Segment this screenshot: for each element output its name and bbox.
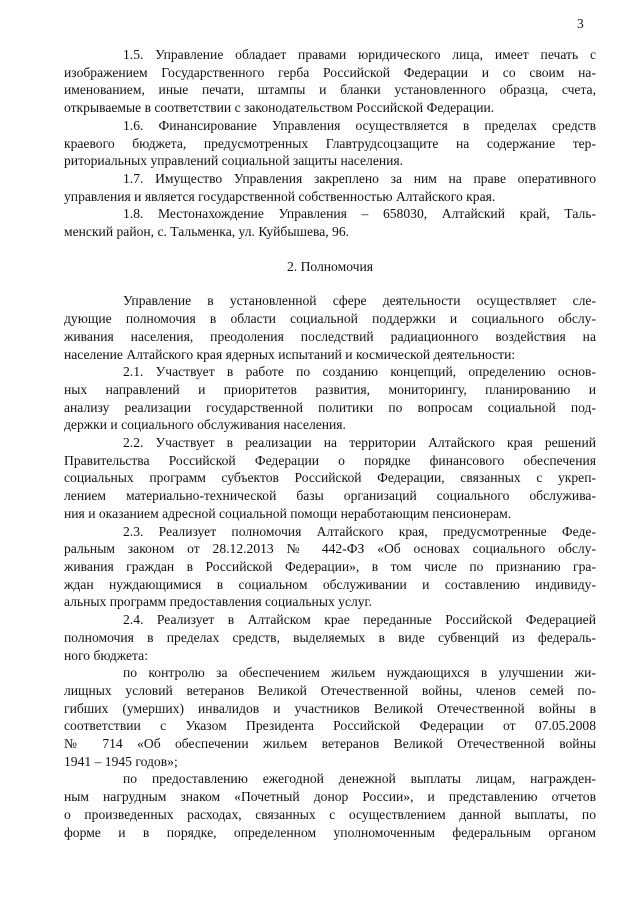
text-line: 1.7. Имущество Управления закреплено за ним на праве оперативного bbox=[123, 170, 596, 186]
text-line: лением материально-технической базы организаций социального обслужива- bbox=[64, 488, 596, 504]
text-line: лищных условий ветеранов Великой Отечественной войны, членов семей по- bbox=[64, 682, 596, 698]
text-line: население Алтайского края ядерных испытаний и космической деятельности: bbox=[64, 346, 516, 362]
page-number: 3 bbox=[577, 16, 584, 31]
text-line: Правительства Российской Федерации о порядке финансового обеспечения bbox=[64, 452, 596, 468]
text-line: ральным законом от 28.12.2013 № 442-ФЗ «Об основах социального обслу- bbox=[64, 541, 596, 557]
text-line: ния и оказанием адресной социальной помощи неработающим пенсионерам. bbox=[64, 505, 512, 521]
text-line: риториальных управлений социальной защиты населения. bbox=[64, 153, 404, 169]
para-1-8 bbox=[64, 205, 596, 240]
text-line: полномочия в пределах средств, выделяемых в виде субвенций из федераль- bbox=[64, 629, 596, 645]
text-line: о произведенных расходах, связанных с осуществлением данной выплаты, по bbox=[64, 806, 596, 822]
text-line: форме и в порядке, определенном уполномоченным федеральным органом bbox=[64, 824, 596, 840]
section-2-heading: 2. Полномочия bbox=[286, 258, 374, 274]
document-body bbox=[64, 46, 596, 841]
text-line: открываемые в соответствии с законодательством Российской Федерации. bbox=[64, 100, 495, 116]
text-line: № 714 «Об обеспечении жильем ветеранов Великой Отечественной войны bbox=[64, 736, 596, 752]
text-line: 2.2. Участвует в реализации на территории Алтайского края решений bbox=[123, 435, 596, 451]
text-line: социальных программ субъектов Российской Федерации, связанных с укреп- bbox=[64, 470, 596, 486]
para-2-4-a bbox=[64, 664, 596, 770]
para-2-2 bbox=[64, 434, 596, 523]
text-line: изображением Государственного герба Российской Федерации и со своим на- bbox=[64, 64, 596, 80]
text-line: гибших (умерших) инвалидов и участников Великой Отечественной войны в bbox=[64, 700, 596, 716]
text-line: дующие полномочия в области социальной поддержки и социального обслу- bbox=[64, 311, 596, 327]
para-2-3 bbox=[64, 523, 596, 612]
para-2-1 bbox=[64, 363, 596, 434]
para-2-4 bbox=[64, 611, 596, 664]
para-1-5 bbox=[64, 46, 596, 117]
para-1-6 bbox=[64, 117, 596, 170]
text-line: 2.3. Реализует полномочия Алтайского края, предусмотренные Феде- bbox=[123, 523, 596, 539]
text-line: управления и является государственной собственностью Алтайского края. bbox=[64, 188, 496, 204]
text-line: соответствии с Указом Президента Российской Федерации от 07.05.2008 bbox=[64, 718, 596, 734]
text-line: ных направлений и приоритетов развития, мониторингу, планированию и bbox=[64, 381, 596, 397]
text-line: Управление в установленной сфере деятельности осуществляет сле- bbox=[123, 293, 596, 309]
para-1-7 bbox=[64, 170, 596, 205]
text-line: 1.6. Финансирование Управления осуществляется в пределах средств bbox=[123, 117, 596, 133]
text-line: 1941 – 1945 годов»; bbox=[64, 753, 178, 769]
para-2-4-b bbox=[64, 770, 596, 841]
text-line: по предоставлению ежегодной денежной выплаты лицам, награжден- bbox=[123, 771, 596, 787]
text-line: альных программ предоставления социальных услуг. bbox=[64, 594, 372, 610]
text-line: живания населения, преодоления последствий радиационного воздействия на bbox=[64, 328, 596, 344]
text-line: по контролю за обеспечением жильем нуждающихся в улучшении жи- bbox=[123, 665, 596, 681]
text-line: 2.4. Реализует в Алтайском крае переданные Российской Федерацией bbox=[123, 612, 596, 628]
text-line: 1.5. Управление обладает правами юридического лица, имеет печать с bbox=[123, 47, 596, 62]
text-line: анализу реализации государственной политики по вопросам социальной под- bbox=[64, 399, 596, 415]
text-line: ным нагрудным знаком «Почетный донор России», и представлению отчетов bbox=[64, 789, 596, 805]
text-line: 2.1. Участвует в работе по созданию концепций, определению основ- bbox=[123, 364, 596, 380]
text-line: живания граждан в Российской Федерации», в том числе по признанию гра- bbox=[64, 558, 596, 574]
text-line: ждан нуждающимися в социальном обслуживании и составлению индивиду- bbox=[64, 576, 596, 592]
text-line: ного бюджета: bbox=[64, 647, 148, 663]
text-line: держки и социального обслуживания населения. bbox=[64, 417, 346, 433]
text-line: менский район, с. Тальменка, ул. Куйбышева, 96. bbox=[64, 224, 350, 240]
para-2-intro bbox=[64, 292, 596, 363]
text-line: краевого бюджета, предусмотренных Главтрудсоцзащите на содержание тер- bbox=[64, 135, 596, 151]
text-line: именованием, иные печати, штампы и бланки установленного образца, счета, bbox=[64, 82, 596, 98]
text-line: 1.8. Местонахождение Управления – 658030, Алтайский край, Таль- bbox=[123, 206, 596, 222]
